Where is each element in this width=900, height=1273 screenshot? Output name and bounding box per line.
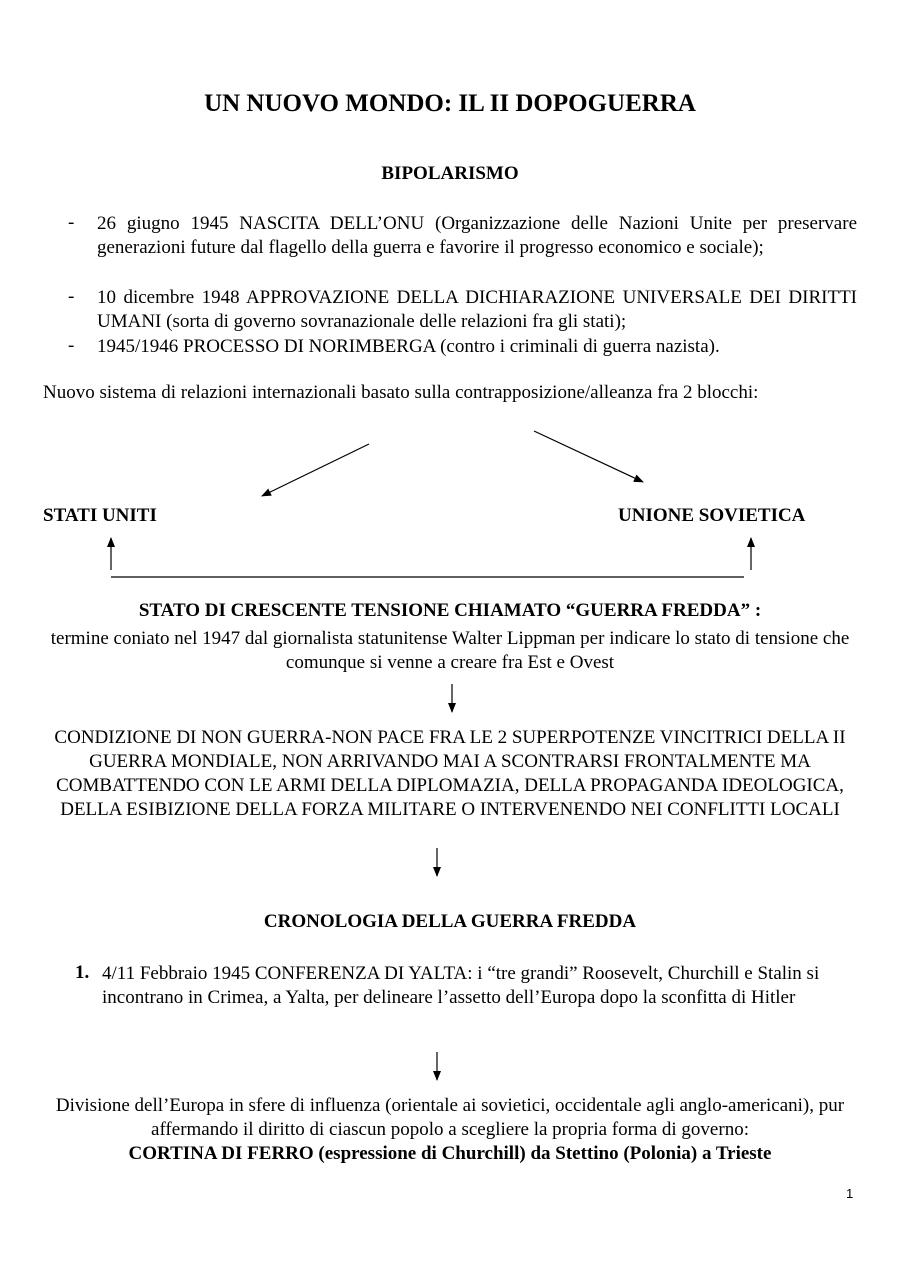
cortina-di-ferro-text: CORTINA DI FERRO (espressione di Churchill) da Stettino (Polonia) a Trieste — [128, 1143, 772, 1164]
list-item: 4/11 Febbraio 1945 CONFERENZA DI YALTA: i “tre grandi” Roosevelt, Churchill e Stalin si incontrano in Crimea, a Yalta, per delineare l’assetto dell’Europa dopo la sconfitta di Hitler — [102, 963, 820, 1008]
intro-text: Nuovo sistema di relazioni internazionali basato sulla contrapposizione/alleanza fra 2 blocchi: — [43, 382, 759, 403]
block-unione-sovietica: UNIONE SOVIETICA — [618, 505, 806, 526]
bullet-dash: - — [68, 212, 75, 233]
bullet-item-norimberga: 1945/1946 PROCESSO DI NORIMBERGA (contro i criminali di guerra nazista). — [97, 336, 720, 357]
bullet-dash: - — [68, 286, 75, 307]
section-subtitle: BIPOLARISMO — [381, 163, 519, 184]
page-title: UN NUOVO MONDO: IL II DOPOGUERRA — [204, 90, 696, 117]
guerra-fredda-heading: STATO DI CRESCENTE TENSIONE CHIAMATO “GUERRA FREDDA” : — [138, 600, 762, 621]
division-paragraph — [30, 1094, 870, 1166]
bullet-item-dichiarazione: 10 dicembre 1948 APPROVAZIONE DELLA DICHIARAZIONE UNIVERSALE DEI DIRITTI UMANI (sorta di governo sovranazionale delle relazioni fra gli stati); — [97, 287, 857, 332]
page-number: 1 — [846, 1186, 854, 1201]
division-text: Divisione dell’Europa in sfere di influenza (orientale ai sovietici, occidentale agli anglo-americani), pur affermando il diritto di ciascun popolo a scegliere la propria forma di governo: — [55, 1095, 845, 1140]
bullet-dash: - — [68, 335, 75, 356]
condition-text: CONDIZIONE DI NON GUERRA-NON PACE FRA LE 2 SUPERPOTENZE VINCITRICI DELLA II GUERRA MONDIALE, NON ARRIVANDO MAI A SCONTRARSI FRONTALMENTE MA COMBATTENDO CON LE ARMI DELLA DIPLOMAZIA, DELLA PROPAGANDA IDEOLOGICA, DELLA ESIBIZIONE DELLA FORZA MILITARE O INTERVENENDO NEI CONFLITTI LOCALI — [54, 727, 846, 820]
arrow-to-usa — [262, 444, 369, 496]
chronology-heading: CRONOLOGIA DELLA GUERRA FREDDA — [263, 911, 637, 932]
bullet-item-onu: 26 giugno 1945 NASCITA DELL’ONU (Organizzazione delle Nazioni Unite per preservare generazioni future dal flagello della guerra e favorire il progresso economico e sociale); — [97, 213, 857, 258]
block-stati-uniti: STATI UNITI — [43, 505, 157, 526]
arrow-to-ussr — [534, 431, 643, 482]
list-item-number: 1. — [75, 962, 90, 983]
guerra-fredda-description: termine coniato nel 1947 dal giornalista statunitense Walter Lippman per indicare lo stato di tensione che comunque si venne a creare fra Est e Ovest — [50, 628, 850, 673]
